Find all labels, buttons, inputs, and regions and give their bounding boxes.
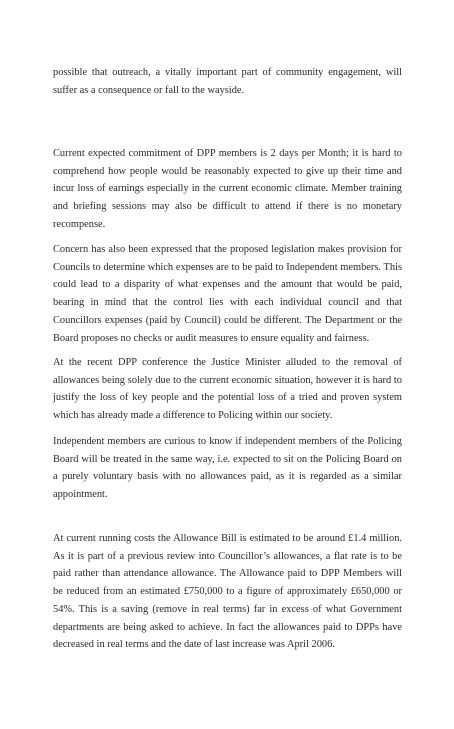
paragraph-policing-board: Independent members are curious to know if independent members of the Policing Board will be treated in the same way, i.e. expected to sit on the Policing Board on a purely voluntary basis with no allowances paid, as it is regarded as a similar appointment. (53, 436, 402, 501)
paragraph-outreach: possible that outreach, a vitally important part of community engagement, will suffer as a consequence or fall to the wayside. (53, 67, 402, 96)
paragraph-expenses-concern: Concern has also been expressed that the proposed legislation makes provision for Councils to determine which expenses are to be paid to Independent members. This could lead to a disparity of what expenses and the amount that would be paid, bearing in mind that the control lies with each individual council and that Councillors expenses (paid by Council) could be different. The Department or the Board proposes no checks or audit measures to ensure equality and fairness. (53, 244, 402, 344)
paragraph-commitment: Current expected commitment of DPP members is 2 days per Month; it is hard to comprehend how people would be reasonably expected to give up their time and incur loss of earnings especially in the current economic climate. Member training and briefing sessions may also be difficult to attend if there is no monetary recompense. (53, 148, 402, 230)
paragraph-running-costs: At current running costs the Allowance Bill is estimated to be around £1.4 million. As it is part of a previous review into Councillor’s allowances, a flat rate is to be paid rather than attendance allowance. The Allowance paid to DPP Members will be reduced from an estimated £750,000 to a figure of approximately £650,000 or 54%. This is a saving (remove in real terms) far in excess of what Government departments are being asked to achieve. In fact the allowances paid to DPPs have decreased in real terms and the date of last increase was April 2006. (53, 533, 402, 651)
paragraph-dpp-conference: At the recent DPP conference the Justice Minister alluded to the removal of allowances being solely due to the current economic situation, however it is hard to justify the loss of key people and the potential loss of a tried and proven system which has already made a difference to Policing within our society. (53, 357, 402, 422)
